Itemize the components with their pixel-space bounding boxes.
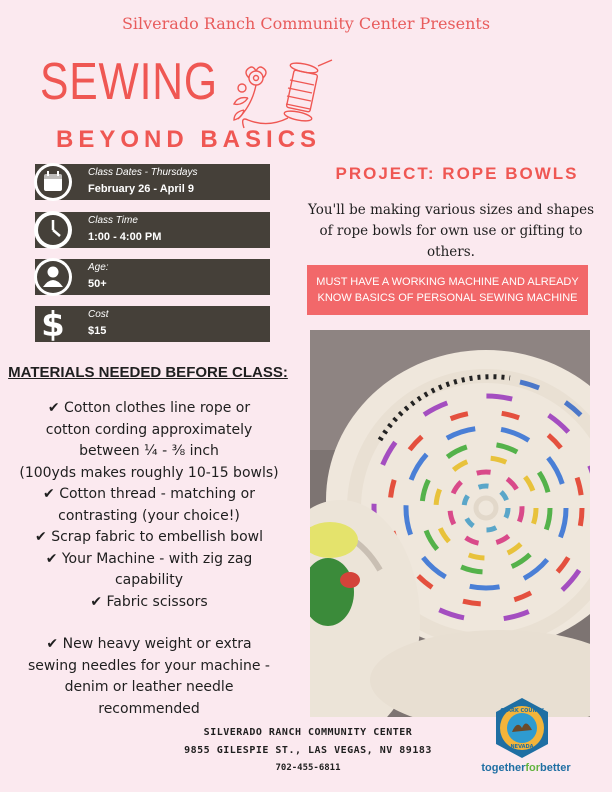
list-item: denim or leather needle — [64, 679, 234, 695]
thread-spool-flower-icon — [228, 58, 338, 134]
rope-bowl-photo — [310, 330, 590, 717]
list-item: (100yds makes roughly 10-15 bowls) — [19, 464, 279, 481]
cost-label: Cost — [88, 309, 109, 320]
list-item: capability — [114, 572, 184, 588]
logo-text: CLARK COUNTY — [500, 708, 544, 714]
calendar-icon — [33, 162, 73, 202]
materials-heading: MATERIALS NEEDED BEFORE CLASS: — [8, 364, 288, 381]
project-heading: PROJECT: ROPE BOWLS — [335, 164, 579, 183]
org-address: 9855 GILESPIE ST., LAS VEGAS, NV 89183 — [184, 745, 432, 756]
info-bar-time — [35, 212, 270, 248]
person-icon — [33, 257, 73, 297]
dollar-icon — [33, 304, 73, 344]
presenter-line: Silverado Ranch Community Center Presents — [121, 14, 491, 33]
time-value: 1:00 - 4:00 PM — [88, 231, 162, 243]
age-label: Age: — [88, 262, 109, 273]
county-tagline — [468, 762, 584, 774]
requirement-notice — [307, 265, 588, 315]
list-item: recommended — [98, 700, 200, 717]
clark-county-logo — [492, 696, 552, 760]
svg-text:$: $ — [41, 305, 65, 344]
tagline-better: better — [540, 762, 571, 774]
list-item: between ¼ - ⅜ inch — [79, 443, 219, 459]
info-bar-age — [35, 259, 270, 295]
requirement-line-2: KNOW BASICS OF PERSONAL SEWING MACHINE — [317, 292, 578, 304]
info-bar-dates — [35, 164, 270, 200]
cost-value: $15 — [88, 325, 107, 337]
age-value: 50+ — [88, 278, 107, 290]
list-item: ✔ Cotton clothes line rope or — [47, 400, 251, 416]
org-name: SILVERADO RANCH COMMUNITY CENTER — [203, 727, 413, 738]
list-item: cotton cording approximately — [45, 421, 253, 438]
project-description: You'll be making various sizes and shapes of rope bowls for own use or gifting to others. — [307, 202, 595, 260]
list-item: sewing needles for your machine - — [28, 657, 270, 674]
list-item: contrasting (your choice!) — [58, 507, 240, 524]
list-item: ✔ Fabric scissors — [90, 593, 208, 610]
org-phone: 702-455-6811 — [275, 763, 341, 773]
title-beyond-basics: BEYOND BASICS — [56, 126, 322, 153]
logo-subtext: NEVADA — [510, 744, 534, 750]
requirement-line-1: MUST HAVE A WORKING MACHINE AND ALREADY — [316, 276, 579, 288]
materials-list — [4, 398, 294, 720]
info-bar-cost — [35, 306, 270, 342]
list-item: ✔ Your Machine - with zig zag — [45, 550, 253, 567]
dates-label: Class Dates - Thursdays — [88, 167, 198, 178]
list-item: ✔ New heavy weight or extra — [46, 636, 252, 652]
dates-value: February 26 - April 9 — [88, 183, 194, 195]
clock-icon — [33, 210, 73, 250]
tagline-for: for — [525, 762, 541, 774]
tagline-together: together — [481, 762, 526, 774]
list-spacer — [4, 613, 294, 634]
title-sewing: SEWING — [40, 53, 218, 111]
list-item: ✔ Cotton thread - matching or — [43, 486, 255, 502]
time-label: Class Time — [88, 215, 138, 226]
list-item: ✔ Scrap fabric to embellish bowl — [35, 529, 263, 545]
